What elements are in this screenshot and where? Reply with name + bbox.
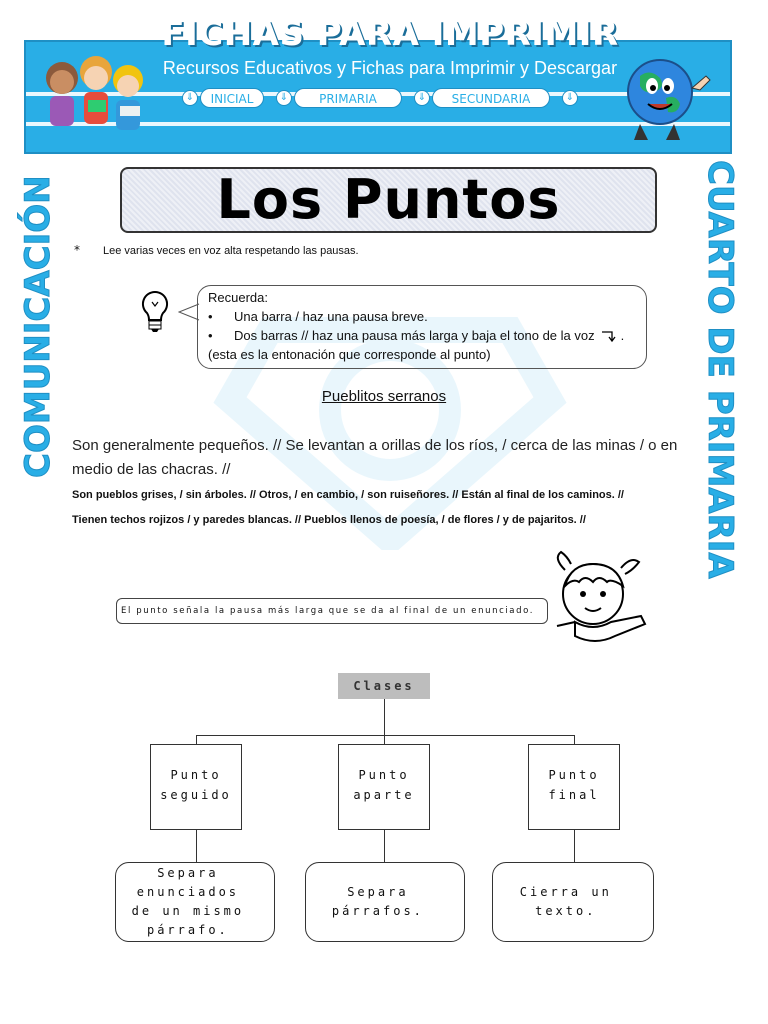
connector-line: [384, 699, 385, 735]
class-description: párrafo.: [146, 923, 229, 937]
reminder-box: [197, 285, 647, 369]
falling-tone-arrow-icon: [601, 329, 617, 343]
page-title: Los Puntos: [216, 168, 561, 231]
connector-line: [196, 830, 197, 862]
connector-line: [384, 830, 385, 862]
reminder-item-text: Una barra / haz una pausa breve.: [234, 309, 428, 324]
girl-illustration: [535, 550, 655, 650]
class-name: Punto: [170, 768, 222, 782]
reminder-item: • Una barra / haz una pausa breve.: [208, 309, 428, 324]
level-link-primaria[interactable]: PRIMARIA: [294, 88, 402, 108]
diagram-root: Clases: [338, 673, 430, 699]
class-description-box: [492, 862, 654, 942]
reading-paragraph: Son pueblos grises, / sin árboles. // Otros, / en cambio, / son ruiseñores. // Están al final de los caminos. //: [72, 489, 624, 501]
class-name: seguido: [160, 788, 232, 802]
reading-paragraph: Tienen techos rojizos / y paredes blancas. // Pueblos llenos de poesía, / de flores / y de pajaritos. //: [72, 514, 586, 526]
site-subtitle: Recursos Educativos y Fichas para Imprimir y Descargar: [162, 58, 618, 78]
reading-paragraph: Son generalmente pequeños. // Se levantan a orillas de los ríos, / cerca de las minas / o en medio de las chacras. //: [72, 437, 678, 478]
class-box-punto-aparte: [338, 744, 430, 830]
arrow-down-icon: ⇓: [562, 90, 578, 106]
connector-line: [384, 735, 385, 744]
globe-mascot-illustration: [610, 48, 720, 148]
class-description: Separa: [347, 885, 409, 899]
children-illustration: [34, 48, 154, 148]
connector-line: [574, 735, 575, 744]
level-link-secundaria[interactable]: SECUNDARIA: [432, 88, 550, 108]
class-name: Punto: [548, 768, 600, 782]
reminder-item: • Dos barras // haz una pausa más larga y baja el tono de la voz .: [208, 328, 625, 343]
class-name: final: [548, 788, 600, 802]
site-title[interactable]: FICHAS PARA IMPRIMIR: [161, 14, 619, 54]
class-box-punto-seguido: [150, 744, 242, 830]
connector-line: [574, 830, 575, 862]
subject-label: COMUNICACIÓN: [18, 175, 58, 478]
class-description-box: [305, 862, 465, 942]
arrow-down-icon: ⇓: [276, 90, 292, 106]
arrow-down-icon: ⇓: [182, 90, 198, 106]
reminder-note: (esta es la entonación que corresponde al punto): [208, 347, 491, 362]
class-box-punto-final: [528, 744, 620, 830]
reminder-item-text: Dos barras // haz una pausa más larga y baja el tono de la voz: [234, 328, 595, 343]
reading-title: Pueblitos serranos: [321, 388, 447, 405]
class-description-box: [115, 862, 275, 942]
grade-label: CUARTO DE PRIMARIA: [700, 160, 740, 579]
connector-line: [196, 735, 197, 744]
instruction-text: Lee varias veces en voz alta respetando las pausas.: [103, 245, 359, 257]
lightbulb-icon: [140, 290, 170, 334]
level-link-inicial[interactable]: INICIAL: [200, 88, 264, 108]
class-description: Separa enunciados: [136, 866, 240, 899]
connector-line: [196, 735, 575, 736]
instruction-marker: *: [74, 243, 80, 257]
class-description: párrafos.: [331, 904, 424, 918]
class-name: aparte: [353, 788, 415, 802]
arrow-down-icon: ⇓: [414, 90, 430, 106]
class-description: de un mismo: [131, 904, 245, 918]
class-description: texto.: [535, 904, 597, 918]
class-description: Cierra un: [519, 885, 612, 899]
reminder-heading: Recuerda:: [208, 290, 268, 305]
definition-strip: El punto señala la pausa más larga que se da al final de un enunciado.: [116, 598, 548, 624]
class-name: Punto: [358, 768, 410, 782]
